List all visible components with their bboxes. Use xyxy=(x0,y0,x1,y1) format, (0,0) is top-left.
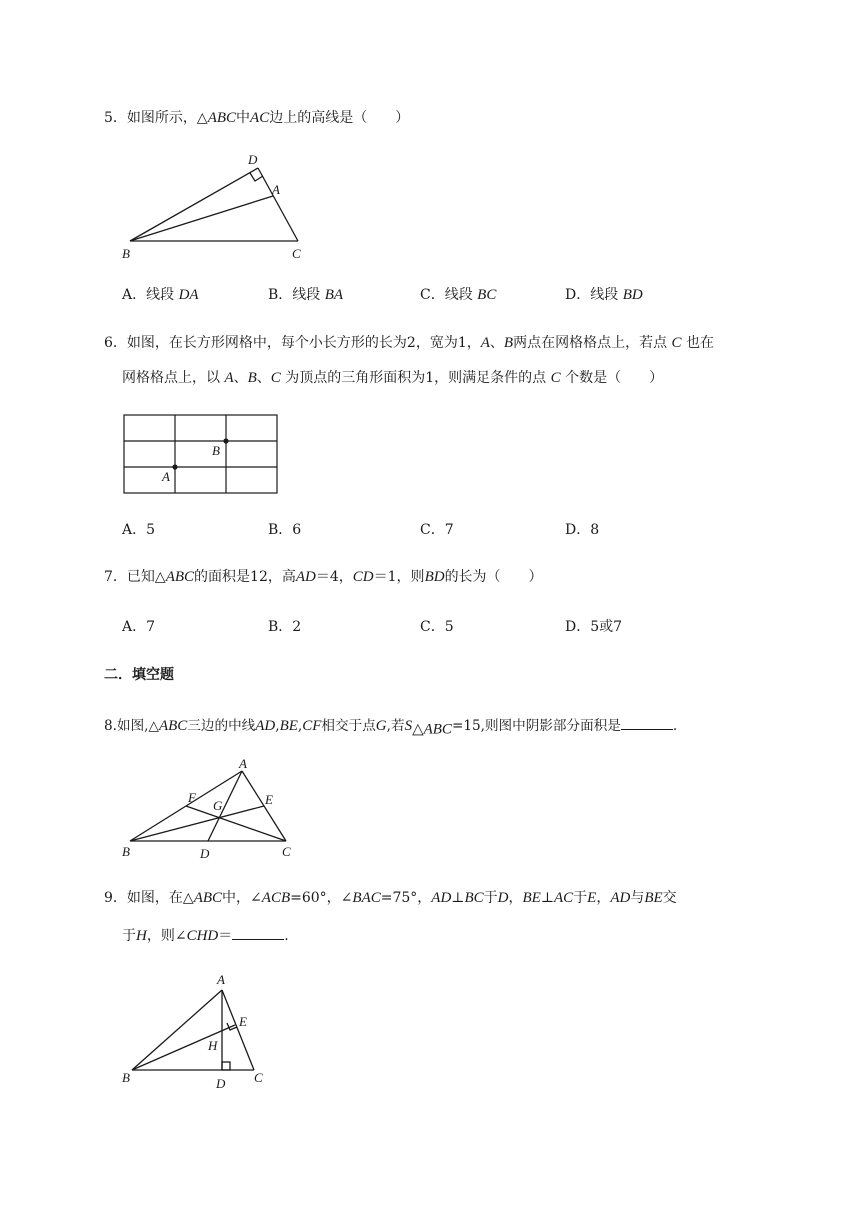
q5-option-a[interactable]: A．线段 DA xyxy=(122,287,199,303)
q8-label-f: F xyxy=(188,790,196,805)
q7-option-c[interactable]: C．5 xyxy=(420,619,454,635)
q9-label-c: C xyxy=(254,1070,263,1085)
q9-label-e: E xyxy=(239,1014,247,1029)
q5-option-b[interactable]: B．线段 BA xyxy=(268,287,344,303)
q8-label-a: A xyxy=(239,756,247,771)
q9-stem-line1: 9．如图，在△ABC中，∠ACB=60°，∠BAC=75°，AD⊥BC于D，BE⊥AC于E，AD与BE交 xyxy=(104,890,677,906)
q5-stem: 5．如图所示，△ABC中AC边上的高线是（ ） xyxy=(104,110,410,126)
q8-label-c: C xyxy=(282,844,291,859)
q6-option-c[interactable]: C．7 xyxy=(420,522,454,538)
q7-option-a[interactable]: A．7 xyxy=(122,619,156,635)
q9-label-a: A xyxy=(217,972,225,987)
q8-label-d: D xyxy=(200,846,210,861)
q8-answer-blank[interactable] xyxy=(621,715,673,730)
q9-stem-line2: 于H，则∠CHD＝ . xyxy=(122,925,289,946)
q5-option-c[interactable]: C．线段 BC xyxy=(420,287,497,303)
q6-label-b: B xyxy=(212,443,220,458)
q7-option-d[interactable]: D．5或7 xyxy=(565,619,623,635)
section-heading-fill-in: 二．填空题 xyxy=(104,667,174,683)
q6-label-a: A xyxy=(162,469,170,484)
q8-label-g: G xyxy=(213,798,223,813)
q5-label-b: B xyxy=(122,246,130,261)
q9-answer-blank[interactable] xyxy=(232,925,284,940)
q9-label-b: B xyxy=(122,1070,130,1085)
q6-stem-line1: 6．如图，在长方形网格中，每个小长方形的长为2，宽为1，A、B两点在网格格点上，若点 C 也在 xyxy=(104,335,715,351)
q8-label-b: B xyxy=(122,844,130,859)
q8-figure xyxy=(110,756,310,864)
q5-label-a: A xyxy=(272,182,280,197)
q9-label-d: D xyxy=(216,1076,226,1091)
q5-option-d[interactable]: D．线段 BD xyxy=(565,287,643,303)
q5-label-c: C xyxy=(292,246,301,261)
q6-grid-figure xyxy=(118,410,284,500)
q6-option-a[interactable]: A．5 xyxy=(122,522,156,538)
q6-option-d[interactable]: D．8 xyxy=(565,522,600,538)
q9-figure xyxy=(110,968,280,1096)
q5-figure xyxy=(110,148,320,264)
q7-stem: 7．已知△ABC的面积是12，高AD＝4，CD＝1，则BD的长为（ ） xyxy=(104,569,543,585)
q9-label-h: H xyxy=(208,1038,218,1053)
q5-label-d: D xyxy=(248,152,258,167)
q8-label-e: E xyxy=(265,792,273,807)
q7-option-b[interactable]: B．2 xyxy=(268,619,302,635)
q6-option-b[interactable]: B．6 xyxy=(268,522,302,538)
q8-stem: 8.如图,△ABC三边的中线AD,BE,CF相交于点G,若$S_{\triangle ABC}=15$,则图中阴影部分面积是 . xyxy=(104,715,677,740)
q6-stem-line2: 网格格点上，以 A、B、C 为顶点的三角形面积为1，则满足条件的点 C 个数是（ ） xyxy=(122,370,664,386)
